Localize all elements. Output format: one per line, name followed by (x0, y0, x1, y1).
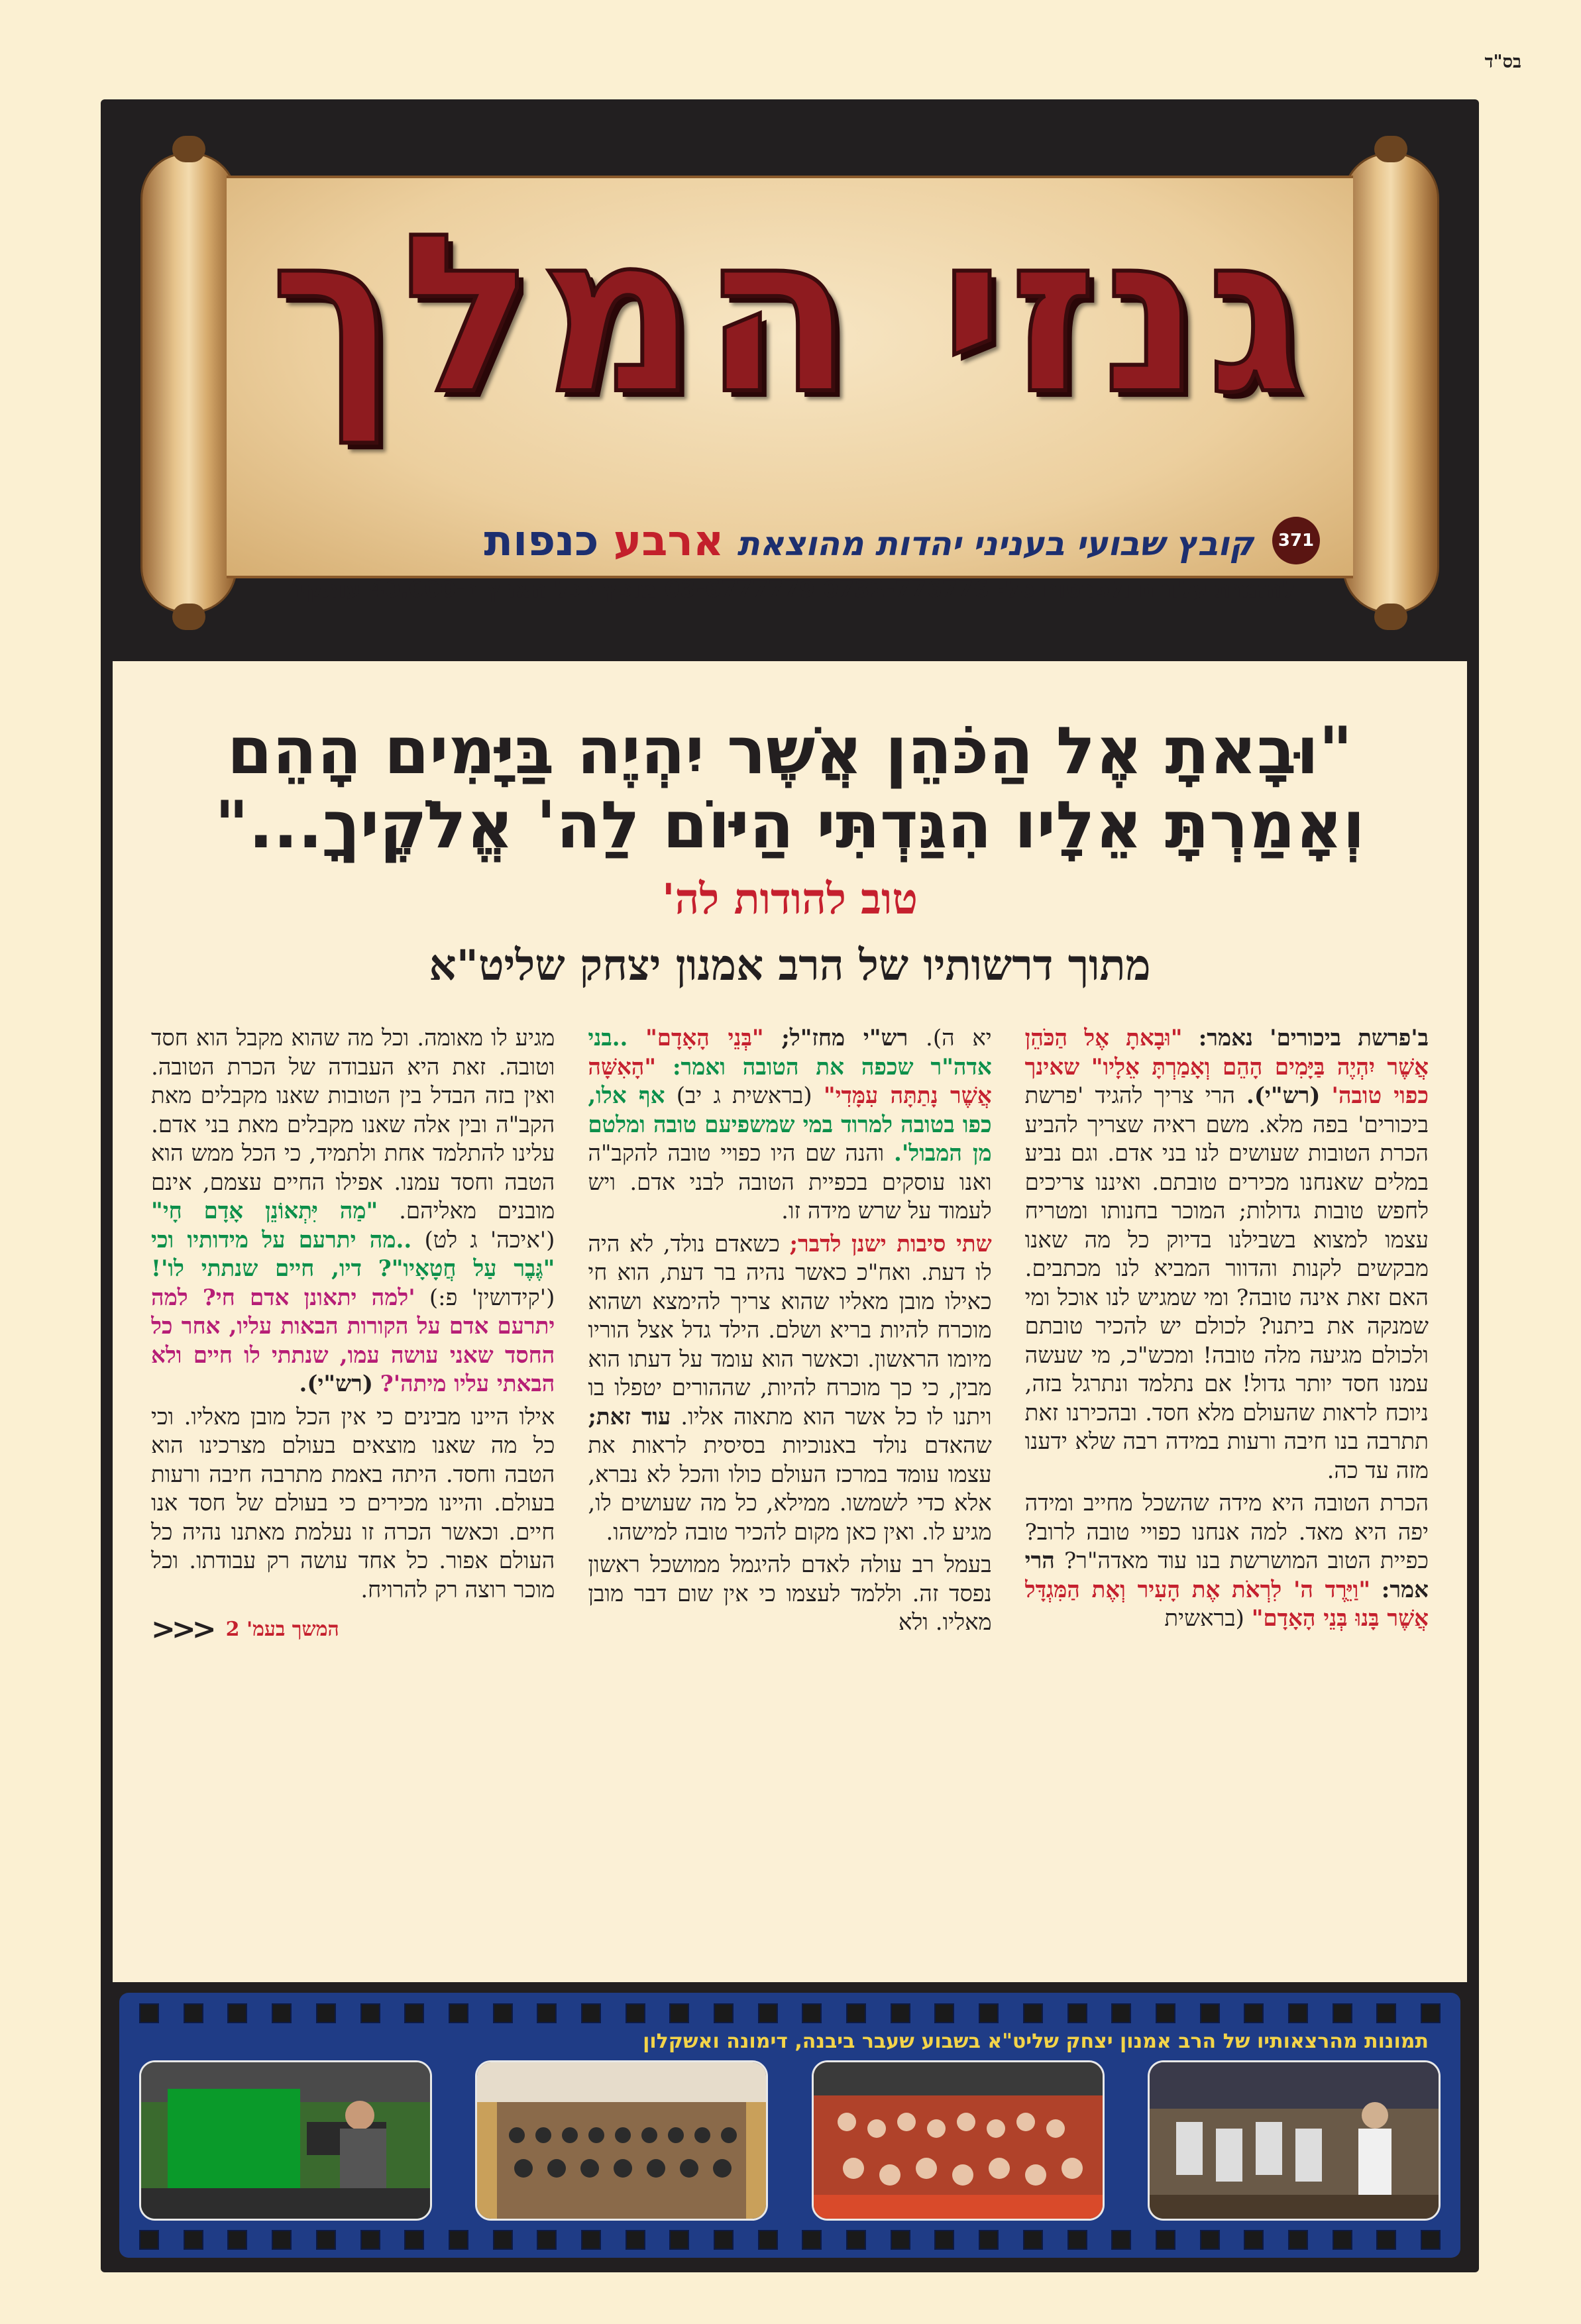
photo-film-strip (119, 1993, 1460, 2258)
c2-ref-2: (בראשית ג יב) (676, 1083, 812, 1109)
sprocket-hole-icon (184, 2003, 203, 2023)
sprocket-hole-icon (934, 2003, 954, 2023)
article-columns (151, 1024, 1429, 1985)
column-2 (588, 1024, 991, 1985)
column-1-para-1 (1025, 1024, 1429, 1485)
c2-body-3: שהאדם נולד באנוכיות בסיסית לראות את עצמו עומד במרכז העולם כולו והכל לא נברא, אלא כדי לשמשו. ממילא, כל מה שעושים לו, מגיע לו. ואין כאן מקום להכיר טובה למישהו. (588, 1432, 992, 1546)
sprocket-hole-icon (139, 2003, 159, 2023)
c3-verse-2: "גֶּבֶר עַל חֲטָאָיו"? (378, 1255, 555, 1282)
sprocket-hole-icon (227, 2230, 247, 2250)
sprocket-hole-icon (449, 2003, 468, 2023)
article-byline: מתוך דרשותיו של הרב אמנון יצחק שליט"א (429, 941, 1151, 990)
c3-ref: ('איכה' ג לט) (424, 1226, 555, 1253)
sprocket-hole-icon (714, 2003, 734, 2023)
photo-2 (475, 2060, 768, 2221)
sprocket-hole-icon (846, 2230, 866, 2250)
sprocket-hole-icon (714, 2230, 734, 2250)
masthead-scroll (127, 119, 1452, 649)
sprocket-hole-icon (1111, 2230, 1131, 2250)
c2-verse-2: "הָאִשָּׁה אֲשֶׁר נָתַתָּה עִמָּדִי" (588, 1053, 992, 1109)
c3-body-2: אילו היינו מבינים כי אין הכל מובן מאליו. וכי כל מה שאנו מוצאים בעולם מצרכינו הוא הטבה וחסד. היתה באמת מתרבה חיבה ורעות בעולם. והיינו מכירים כי בעולם של חסד אנו חיים. וכאשר הכרה זו נעלמת מאתנו נהיה כל העולם אפור. כל אחד עושה רק עבודתו. וכל מוכר רוצה רק להרויח. (151, 1403, 555, 1603)
c1-body-2: הכרת הטובה היא מידה שהשכל מחייב ומידה יפה היא מאד. למה אנחנו כפויי טובה לרוב? כפיית הטוב המושרשת בנו עוד מאדה"ר? (1024, 1490, 1429, 1574)
sprocket-hole-icon (537, 2003, 557, 2023)
sprocket-hole-icon (184, 2230, 203, 2250)
c1-verse: "וּבָאתָ אֶל הַכֹּהֵן אֲשֶׁר יִהְיֶה בַּיָּמִים הָהֵם וְאָמַרְתָּ אֵלָיו" (1024, 1025, 1429, 1081)
photo-1-image (141, 2062, 430, 2219)
sprocket-hole-icon (1111, 2003, 1131, 2023)
c1-rashi-ref: (רש"י). (1246, 1083, 1321, 1109)
quote-line-1: "וּבָאתָ אֶל הַכֹּהֵן אֲשֶׁר יִהְיֶה בַּיָּמִים הָהֵם (227, 713, 1353, 789)
sprocket-hole-icon (891, 2003, 910, 2023)
article-area (113, 661, 1467, 1982)
film-sprockets-top (139, 2003, 1441, 2021)
c1-rashi: שאינך כפוי טובה' (1024, 1053, 1429, 1109)
c2-lead-2: שתי סיבות ישנן לדבר; (789, 1230, 992, 1257)
sprocket-hole-icon (1376, 2003, 1396, 2023)
photo-1 (139, 2060, 432, 2221)
sprocket-hole-icon (316, 2230, 336, 2250)
c2-verse: "בְּנֵי הָאָדָם" (645, 1025, 764, 1051)
arrow-left-icon: <<< (151, 1612, 213, 1646)
sprocket-hole-icon (404, 2003, 424, 2023)
sprocket-hole-icon (1376, 2230, 1396, 2250)
sprocket-hole-icon (360, 2230, 380, 2250)
c3-midrash-2: דיו, חיים שנתתי לו'! (151, 1255, 362, 1282)
sprocket-hole-icon (1244, 2003, 1264, 2023)
page-frame (101, 99, 1479, 2272)
sprocket-hole-icon (669, 2230, 689, 2250)
sprocket-hole-icon (227, 2003, 247, 2023)
column-1 (1025, 1024, 1429, 1985)
contact-line: להזמנת עלונים ולפרסום טל: 0732-776776 03-6777779 מופץ בכל הארץ ב-40,000 עותקים (284, 576, 1296, 603)
sprocket-hole-icon (934, 2230, 954, 2250)
column-3-para-1 (151, 1024, 555, 1399)
sprocket-hole-icon (1067, 2230, 1087, 2250)
sprocket-hole-icon (449, 2230, 468, 2250)
sprocket-hole-icon (626, 2003, 645, 2023)
publisher-logo (484, 517, 724, 566)
photo-3-image (814, 2062, 1103, 2219)
photo-2-image (477, 2062, 766, 2219)
sprocket-hole-icon (758, 2003, 778, 2023)
publisher-part2: כנפות (484, 517, 599, 566)
film-sprockets-bottom (139, 2230, 1441, 2247)
c3-midrash: ..מה יתרעם על מידותיו וכי (151, 1226, 412, 1253)
c1-verse-2-ref: (בראשית (1164, 1605, 1244, 1632)
sprocket-hole-icon (1200, 2230, 1220, 2250)
sprocket-hole-icon (316, 2003, 336, 2023)
column-3 (151, 1024, 555, 1985)
column-2-para-3 (588, 1551, 991, 1638)
sprocket-hole-icon (1421, 2230, 1441, 2250)
sprocket-hole-icon (891, 2230, 910, 2250)
sprocket-hole-icon (846, 2003, 866, 2023)
c2-body-1: והנה שם היו כפויי טובה להקב"ה ואנו עוסקים בכפיית הטובה לבני אדם. ויש לעמוד על שרש מידה זו. (588, 1140, 992, 1224)
c2-lead: רש"י מחז"ל; (781, 1025, 908, 1051)
sprocket-hole-icon (1421, 2003, 1441, 2023)
sprocket-hole-icon (1067, 2003, 1087, 2023)
sprocket-hole-icon (626, 2230, 645, 2250)
sprocket-hole-icon (537, 2230, 557, 2250)
sprocket-hole-icon (139, 2230, 159, 2250)
tagline-text: קובץ שבועי בעניני יהדות מהוצאת (737, 525, 1254, 563)
c2-lead-3: עוד זאת; (588, 1403, 671, 1430)
masthead-title: גנזי המלך (270, 187, 1310, 442)
c2-body-2: כשאדם נולד, לא היה לו דעת. ואח"כ כאשר נהיה בר דעת, הוא חי כאילו מובן מאליו שהוא צריך להימצא ושהוא מוכרח להיות בריא ושלם. הילד גדל אצל הוריו מיומו הראשון. וכאשר הוא עומד על דעתו הוא מבין, כי כך מוכרח להיות, שההורים יטפלו בו ויתנו לו כל אשר הוא מתאוה אליו. (588, 1230, 992, 1430)
photo-caption: תמונות מהרצאותיו של הרב אמנון יצחק שליט"א בשבוע שעבר ביבנה, דימונה ואשקלון (643, 2030, 1429, 2053)
quote-line-2: וְאָמַרְתָּ אֵלָיו הִגַּדְתִּי הַיּוֹם לַה' אֱלֹקֶיךָ..." (215, 788, 1365, 863)
sprocket-hole-icon (1023, 2230, 1043, 2250)
sprocket-hole-icon (1288, 2003, 1308, 2023)
masthead-tagline (484, 517, 1254, 566)
sprocket-hole-icon (1333, 2003, 1352, 2023)
sprocket-hole-icon (493, 2003, 513, 2023)
sprocket-hole-icon (272, 2003, 292, 2023)
publisher-part1: ארבע (613, 517, 724, 566)
sprocket-hole-icon (802, 2003, 822, 2023)
sprocket-hole-icon (581, 2003, 601, 2023)
sprocket-hole-icon (1023, 2003, 1043, 2023)
sprocket-hole-icon (669, 2003, 689, 2023)
sprocket-hole-icon (1288, 2230, 1308, 2250)
c3-verse: "מַה יִּתְאוֹנֵן אָדָם חָי" (151, 1198, 378, 1224)
column-2-para-1 (588, 1024, 991, 1226)
sprocket-hole-icon (1156, 2230, 1175, 2250)
sprocket-hole-icon (802, 2230, 822, 2250)
c1-lead: ב'פרשת ביכורים' נאמר: (1198, 1025, 1429, 1051)
c1-verse-2: "וַיֵּרֶד ה' לִרְאֹת אֶת הָעִיר וְאֶת הַמִּגְדָּל אֲשֶׁר בָּנוּ בְּנֵי הָאָדָם" (1024, 1576, 1429, 1632)
column-3-para-2 (151, 1403, 555, 1605)
column-1-para-2 (1025, 1489, 1429, 1634)
c3-rashi-ref: (רש"י). (299, 1371, 373, 1397)
sprocket-hole-icon (360, 2003, 380, 2023)
sprocket-hole-icon (979, 2003, 999, 2023)
c2-body-4: בעמל רב עולה לאדם להיגמל ממושכל ראשון נפסד זה. וללמד לעצמו כי אין שום דבר מובן מאליו. ולא (588, 1552, 992, 1636)
sprocket-hole-icon (272, 2230, 292, 2250)
c1-lead-2: הרי אמר: (1024, 1548, 1429, 1603)
sprocket-hole-icon (1156, 2003, 1175, 2023)
photo-4 (1148, 2060, 1441, 2221)
photo-row (139, 2060, 1441, 2217)
article-subtitle: טוב להודות לה' (661, 874, 918, 924)
corner-mark: בס"ד (1484, 52, 1521, 72)
photo-3 (812, 2060, 1105, 2221)
c1-body: הרי צריך להגיד 'פרשת ביכורים' בפה מלא. משם ראיה שצריך להביע הכרת הטובות שעושים לנו בני אדם. וגם נביע במלים שאנחנו מכירים טובתם. ואיננו צריכים לחפש טובות גדולות; המוכר בחנותו ומטריח עצמו למצוא בשבילנו בדיוק כל מה שאנו מבקשים לקנות והדוור המביא לנו מכתבים. האם זאת אינה טובה? ומי שמגיש לנו אוכל ומי שמנקה את ביתנו? לכולם יש להכיר טובתם ולכולם מגיעה מלה טובה! ומכש"כ, מי שעשה עמנו חסד יותר גדול! אם נתלמד ונתרגל בזה, ניוכח לראות שהעולם מלא חסד. ובהכירנו זאת תתרבה בנו חיבה ורעות במידה רבה שלא ידענו מזה עד כה. (1024, 1083, 1429, 1484)
sprocket-hole-icon (493, 2230, 513, 2250)
photo-4-image (1150, 2062, 1439, 2219)
sprocket-hole-icon (404, 2230, 424, 2250)
column-2-para-2 (588, 1230, 991, 1548)
issue-number-badge: 371 (1272, 517, 1320, 564)
c2-ref: יא ה). (926, 1025, 992, 1051)
sprocket-hole-icon (581, 2230, 601, 2250)
sprocket-hole-icon (1244, 2230, 1264, 2250)
c3-ref-2: ('קידושין' פ:) (429, 1284, 555, 1311)
c2-rashi-2: אף אלו, כפו בטובה למרוד במי שמשפיעם טובה ומלטם מן המבול'. (588, 1083, 992, 1167)
c3-body-1: מגיע לו מאומה. וכל מה שהוא מקבל הוא חסד וטובה. זאת היא העבודה של הכרת הטובה. ואין בזה הבדל בין הטובות שאנו מקבלים מאת הקב"ה ובין אלה שאנו מקבלים מאת בני אדם. עלינו להתלמד אחת ולתמיד, כי הכל ממש הוא הטבה וחסד עמנו. אפילו החיים עצמם, אינם מובנים מאליהם. (151, 1025, 555, 1224)
continued-note[interactable] (151, 1612, 555, 1646)
sprocket-hole-icon (1200, 2003, 1220, 2023)
c2-rashi: ..בני אדה"ר שכפה את הטובה ואמר: (588, 1025, 992, 1081)
sprocket-hole-icon (758, 2230, 778, 2250)
c3-rashi-quote: 'למה יתאונן אדם חי? למה יתרעם אדם על הקורות הבאות עליו, אחר כל החסד שאני עושה עמו, שנתתי לו חיים ולא הבאתי עליו מיתה'? (151, 1284, 555, 1397)
continued-text[interactable]: המשך בעמ' 2 (225, 1618, 339, 1641)
headline-quote (139, 714, 1441, 863)
sprocket-hole-icon (979, 2230, 999, 2250)
sprocket-hole-icon (1333, 2230, 1352, 2250)
